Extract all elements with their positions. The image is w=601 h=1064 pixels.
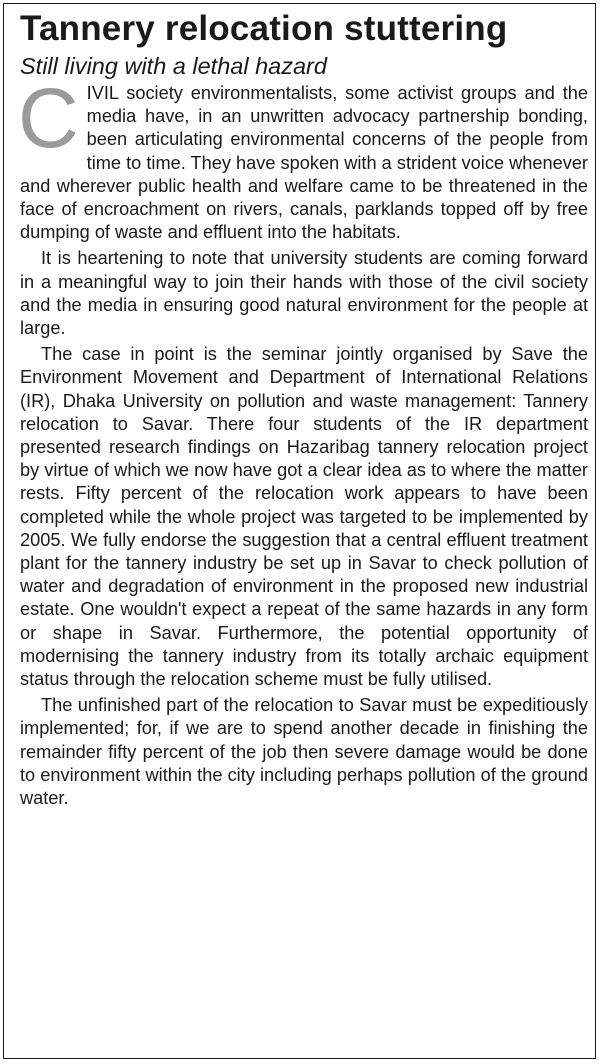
paragraph-1 bbox=[18, 71, 588, 244]
article-body bbox=[18, 71, 588, 810]
paragraph-2: It is heartening to note that university students are coming forward in a meaningful way to join their hands with those of the civil society and the media in ensuring good natural environment for the people at large. bbox=[20, 248, 588, 339]
headline: Tannery relocation stuttering bbox=[20, 9, 508, 48]
drop-cap: C bbox=[18, 71, 79, 165]
subheadline: Still living with a lethal hazard bbox=[20, 53, 327, 79]
paragraph-1-text: IVIL society environmentalists, some activist groups and the media have, in an unwritten advocacy partnership bonding, been articulating environmental concerns of the people from time to time. They have spoken with a strident voice whenever and wherever public health and welfare came to be threatened in the face of encroachment on rivers, canals, parklands topped off by free dumping of waste and effluent into the habitats. bbox=[20, 83, 588, 243]
article-frame bbox=[3, 3, 596, 1059]
paragraph-3: The case in point is the seminar jointly organised by Save the Environment Movement and Department of International Relations (IR), Dhaka University on pollution and waste management: Tannery relocation to Savar. There four students of the IR department presented research findings on Hazaribag tannery relocation project by virtue of which we now have got a clear idea as to where the matter rests. Fifty percent of the relocation work appears to have been completed while the whole project was targeted to be implemented by 2005. We fully endorse the suggestion that a central effluent treatment plant for the tannery industry be set up in Savar to check pollution of water and degradation of environment in the proposed new industrial estate. One wouldn't expect a repeat of the same hazards in any form or shape in Savar. Furthermore, the potential opportunity of modernising the tannery industry from its totally archaic equipment status through the relocation scheme must be fully utilised. bbox=[20, 344, 588, 690]
editorial-article bbox=[20, 8, 588, 813]
paragraph-4: The unfinished part of the relocation to Savar must be expeditiously implemented; for, if we are to spend another decade in finishing the remainder fifty percent of the job then severe damage would be done to environment within the city including perhaps pollution of the ground water. bbox=[20, 695, 588, 809]
